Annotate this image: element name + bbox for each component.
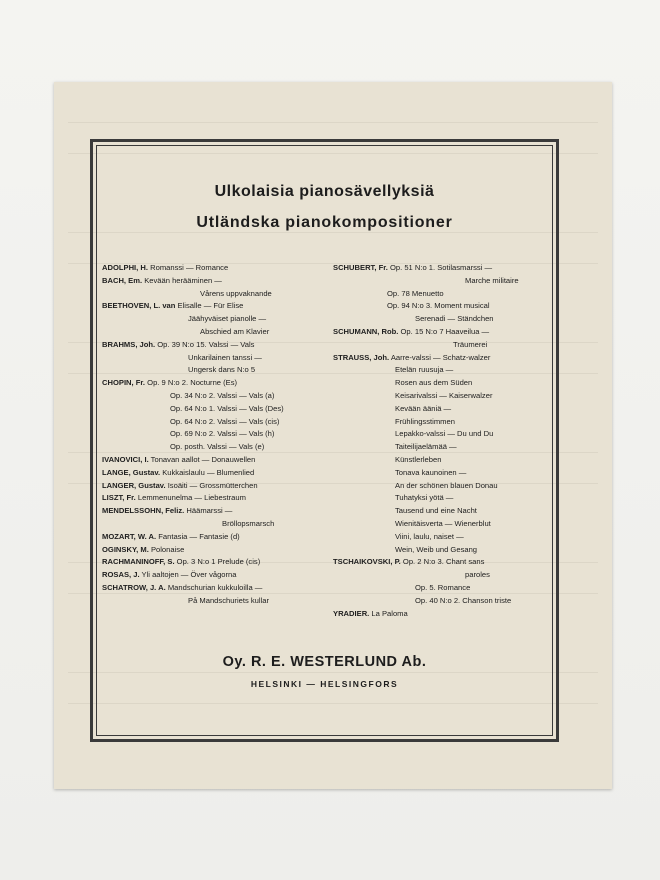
catalog-entry: Frühlingsstimmen bbox=[395, 416, 455, 426]
catalog-entry: Bröllopsmarsch bbox=[222, 518, 275, 528]
catalog-entry: IVANOVICI, I. Tonavan aallot — Donauwellen bbox=[102, 454, 256, 464]
catalog-entry: SCHATROW, J. A. Mandschurian kukkuloilla — bbox=[102, 582, 263, 592]
catalog-entry: Rosen aus dem Süden bbox=[395, 378, 473, 388]
catalog-entry: Tuhatyksi yötä — bbox=[395, 493, 454, 503]
catalog-entry: RACHMANINOFF, S. Op. 3 N:o 1 Prelude (cis) bbox=[102, 557, 261, 567]
catalog-entry: Künstlerleben bbox=[395, 454, 442, 464]
catalog-entry: An der schönen blauen Donau bbox=[395, 480, 498, 490]
catalog-title-swedish: Utländska pianokompositioner bbox=[196, 214, 453, 231]
catalog-entry: Op. 94 N:o 3. Moment musical bbox=[387, 301, 490, 311]
catalog-entry: Op. 69 N:o 2. Valssi — Vals (h) bbox=[170, 429, 275, 439]
catalog-entry: Wienitäisverta — Wienerblut bbox=[395, 518, 491, 528]
catalog-entry: Serenadi — Ständchen bbox=[415, 314, 494, 324]
catalog-entry: OGINSKY, M. Polonaise bbox=[102, 544, 185, 554]
catalog-entry: LANGE, Gustav. Kukkaislaulu — Blumenlied bbox=[102, 467, 255, 477]
catalog-entry: Op. posth. Valssi — Vals (e) bbox=[170, 442, 265, 452]
catalog-entry: Träumerei bbox=[453, 339, 488, 349]
catalog-entry: Op. 64 N:o 1. Valssi — Vals (Des) bbox=[170, 403, 284, 413]
catalog-entry: Tonava kaunoinen — bbox=[395, 467, 467, 477]
catalog-entry: MENDELSSOHN, Feliz. Häämarssi — bbox=[102, 506, 233, 516]
publisher-city: HELSINKI — HELSINGFORS bbox=[250, 679, 399, 689]
catalog-entry: Keisarivalssi — Kaiserwalzer bbox=[395, 390, 493, 400]
catalog-entry: Op. 40 N:o 2. Chanson triste bbox=[415, 595, 512, 605]
catalog-entry: ROSAS, J. Yli aaltojen — Över vågorna bbox=[102, 570, 237, 580]
catalog-entry: SCHUBERT, Fr. Op. 51 N:o 1. Sotilasmarssi — bbox=[333, 263, 493, 272]
sheet-music-back-cover bbox=[54, 82, 612, 789]
catalog-entry: Jäähyväiset pianolle — bbox=[188, 314, 267, 324]
catalog-entry: Unkarilainen tanssi — bbox=[188, 352, 262, 362]
catalog-entry: Marche militaire bbox=[465, 275, 519, 285]
catalog-entry: Op. 78 Menuetto bbox=[387, 288, 444, 298]
catalog-entry: BACH, Em. Kevään herääminen — bbox=[102, 275, 222, 285]
catalog-title-finnish: Ulkolaisia pianosävellyksiä bbox=[214, 183, 435, 200]
catalog-entry: Vårens uppvaknande bbox=[200, 288, 272, 298]
catalog-entry: Etelän ruusuja — bbox=[395, 365, 454, 375]
publisher-name: Oy. R. E. WESTERLUND Ab. bbox=[222, 654, 427, 670]
catalog-entry: TSCHAIKOVSKI, P. Op. 2 N:o 3. Chant sans bbox=[333, 557, 485, 567]
catalog-entry: STRAUSS, Joh. Aarre-valssi — Schatz-walzer bbox=[333, 352, 491, 362]
catalog-entry: Op. 5. Romance bbox=[415, 582, 471, 592]
catalog-entry: LISZT, Fr. Lemmenunelma — Liebestraum bbox=[102, 493, 246, 503]
catalog-entry: CHOPIN, Fr. Op. 9 N:o 2. Nocturne (Es) bbox=[102, 378, 238, 388]
catalog-entry: BEETHOVEN, L. van Elisalle — Für Elise bbox=[102, 301, 244, 311]
catalog-entry: Kevään ääniä — bbox=[395, 403, 452, 413]
catalog-column-right bbox=[333, 262, 555, 620]
catalog-entry: Op. 64 N:o 2. Valssi — Vals (cis) bbox=[170, 416, 280, 426]
catalog-entry: Tausend und eine Nacht bbox=[395, 506, 477, 516]
catalog-entry: YRADIER. La Paloma bbox=[333, 608, 408, 618]
catalog-column-left bbox=[102, 262, 317, 608]
catalog-entry: BRAHMS, Joh. Op. 39 N:o 15. Valssi — Vals bbox=[102, 339, 255, 349]
catalog-entry: MOZART, W. A. Fantasia — Fantasie (d) bbox=[102, 531, 240, 541]
catalog-entry: På Mandschuriets kullar bbox=[188, 595, 270, 605]
catalog-entry: LANGER, Gustav. Isoäiti — Grossmütterchen bbox=[102, 480, 258, 490]
catalog-entry: ADOLPHI, H. Romanssi — Romance bbox=[102, 263, 229, 272]
catalog-entry: SCHUMANN, Rob. Op. 15 N:o 7 Haaveilua — bbox=[333, 326, 490, 336]
catalog-entry: Taiteilijaelämää — bbox=[395, 442, 457, 452]
catalog-entry: Viini, laulu, naiset — bbox=[395, 531, 464, 541]
catalog-entry: Abschied am Klavier bbox=[200, 326, 270, 336]
catalog-entry: Lepakko-valssi — Du und Du bbox=[395, 429, 494, 439]
catalog-entry: paroles bbox=[465, 570, 490, 580]
catalog-frame bbox=[90, 139, 559, 742]
catalog-entry: Wein, Weib und Gesang bbox=[395, 544, 478, 554]
catalog-entry: Ungersk dans N:o 5 bbox=[188, 365, 256, 375]
catalog-entry: Op. 34 N:o 2. Valssi — Vals (a) bbox=[170, 390, 275, 400]
